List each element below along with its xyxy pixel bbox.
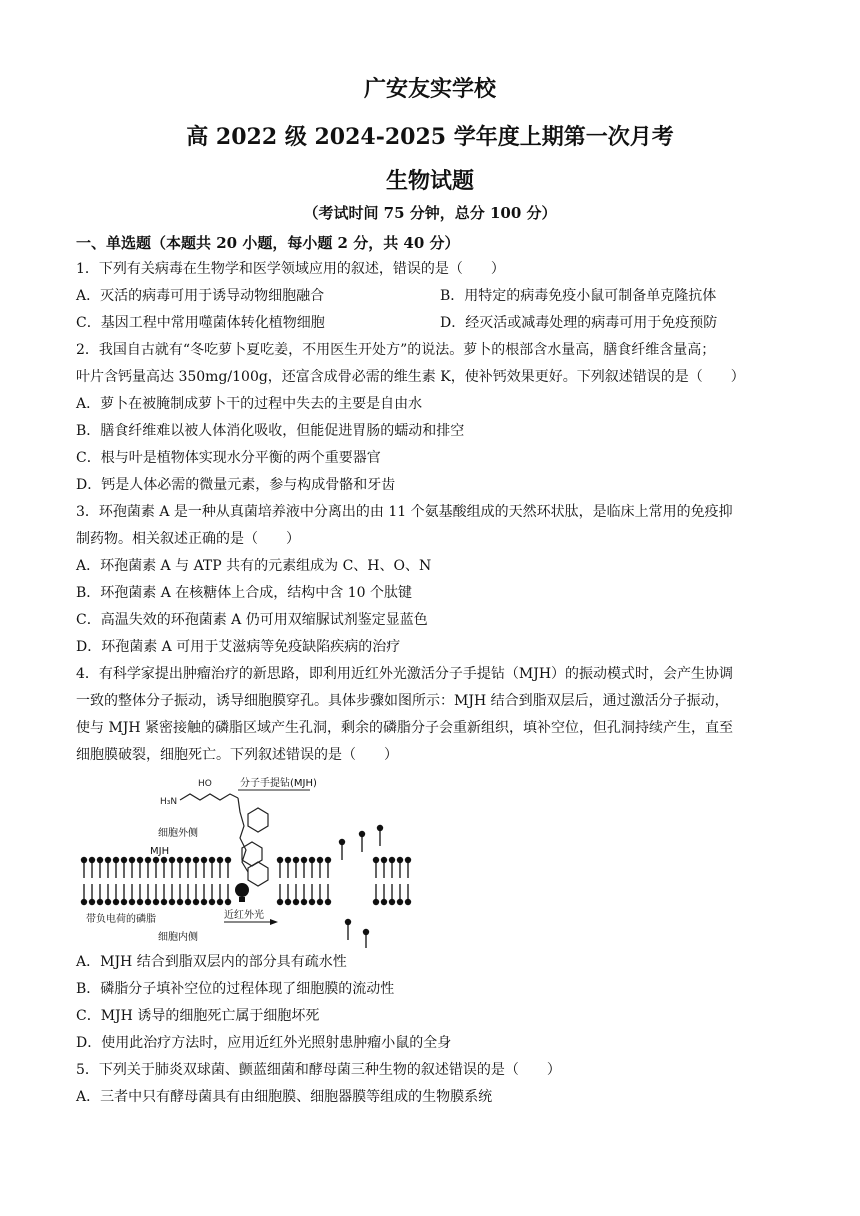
exam-info: （考试时间 75 分钟，总分 100 分） bbox=[303, 204, 557, 222]
q1-option-a: A．灭活的病毒可用于诱导动物细胞融合 bbox=[76, 288, 325, 304]
q5-option-a: A．三者中只有酵母菌具有由细胞膜、细胞器膜等组成的生物膜系统 bbox=[76, 1089, 493, 1105]
school-name: 广安友实学校 bbox=[363, 76, 496, 102]
q5-stem: 5．下列关于肺炎双球菌、颤蓝细菌和酵母菌三种生物的叙述错误的是（ ） bbox=[76, 1062, 561, 1078]
q4-stem-line2: 一致的整体分子振动，诱导细胞膜穿孔。具体步骤如图所示：MJH 结合到脂双层后，通过激活分子振动， bbox=[76, 693, 729, 709]
h3n-label: H₃N bbox=[160, 797, 178, 807]
q2-option-c: C．根与叶是植物体实现水分平衡的两个重要器官 bbox=[76, 450, 381, 466]
q1-option-d: D．经灭活或减毒处理的病毒可用于免疫预防 bbox=[440, 315, 718, 331]
nir-light-label: 近红外光 bbox=[224, 910, 264, 921]
membrane-figure bbox=[80, 772, 420, 948]
q3-stem-line1: 3．环孢菌素 A 是一种从真菌培养液中分离出的由 11 个氨基酸组成的天然环状肽，是临床上常用的免疫抑 bbox=[76, 504, 733, 520]
q1-stem: 1．下列有关病毒在生物学和医学领域应用的叙述，错误的是（ ） bbox=[76, 261, 505, 277]
outside-label: 细胞外侧 bbox=[158, 828, 198, 839]
q4-option-a: A．MJH 结合到脂双层内的部分具有疏水性 bbox=[76, 954, 347, 970]
q2-option-d: D．钙是人体必需的微量元素，参与构成骨骼和牙齿 bbox=[76, 477, 396, 493]
inside-label: 细胞内侧 bbox=[158, 932, 198, 943]
q3-option-b: B．环孢菌素 A 在核糖体上合成，结构中含 10 个肽键 bbox=[76, 585, 413, 601]
q1-option-b: B．用特定的病毒免疫小鼠可制备单克隆抗体 bbox=[440, 288, 717, 304]
mjh-label: MJH bbox=[150, 846, 170, 857]
q2-stem-line2: 叶片含钙量高达 350mg/100g，还富含成骨必需的维生素 K，使补钙效果更好。下列叙述错误的是（ ） bbox=[76, 369, 745, 385]
phospholipid-label: 带负电荷的磷脂 bbox=[86, 914, 156, 925]
q4-option-c: C．MJH 诱导的细胞死亡属于细胞坏死 bbox=[76, 1008, 320, 1024]
mjh-molecule-label: 分子手提钻(MJH) bbox=[240, 778, 317, 789]
q1-option-c: C．基因工程中常用噬菌体转化植物细胞 bbox=[76, 315, 325, 331]
q3-stem-line2: 制药物。相关叙述正确的是（ ） bbox=[76, 531, 300, 547]
q2-stem-line1: 2．我国自古就有“冬吃萝卜夏吃姜，不用医生开处方”的说法。萝卜的根部含水量高，膳食纤维含量高； bbox=[76, 342, 716, 358]
q4-option-d: D．使用此治疗方法时，应用近红外光照射患肿瘤小鼠的全身 bbox=[76, 1035, 452, 1051]
right-lipid-bilayer bbox=[277, 825, 411, 948]
q4-stem-line1: 4．有科学家提出肿瘤治疗的新思路，即利用近红外光激活分子手提钻（MJH）的振动模式时，会产生协调 bbox=[76, 666, 734, 682]
left-lipid-bilayer bbox=[81, 857, 231, 905]
q2-option-b: B．膳食纤维难以被人体消化吸收，但能促进胃肠的蠕动和排空 bbox=[76, 423, 465, 439]
q4-stem-line3: 使与 MJH 紧密接触的磷脂区域产生孔洞，剩余的磷脂分子会重新组织，填补空位，但孔洞持续产生，直至 bbox=[76, 720, 734, 736]
ho-label: HO bbox=[198, 779, 212, 789]
light-bulb-icon bbox=[235, 883, 249, 902]
q4-option-b: B．磷脂分子填补空位的过程体现了细胞膜的流动性 bbox=[76, 981, 395, 997]
subject-title: 生物试题 bbox=[385, 168, 474, 194]
exam-title: 高 2022 级 2024-2025 学年度上期第一次月考 bbox=[186, 124, 674, 150]
q3-option-d: D．环孢菌素 A 可用于艾滋病等免疫缺陷疾病的治疗 bbox=[76, 639, 401, 655]
q4-stem-line4: 细胞膜破裂，细胞死亡。下列叙述错误的是（ ） bbox=[76, 747, 398, 763]
q3-option-a: A．环孢菌素 A 与 ATP 共有的元素组成为 C、H、O、N bbox=[76, 558, 432, 574]
q3-option-c: C．高温失效的环孢菌素 A 仍可用双缩脲试剂鉴定显蓝色 bbox=[76, 612, 428, 628]
section-title: 一、单选题（本题共 20 小题，每小题 2 分，共 40 分） bbox=[76, 234, 460, 252]
membrane-diagram bbox=[80, 772, 420, 948]
q2-option-a: A．萝卜在被腌制成萝卜干的过程中失去的主要是自由水 bbox=[76, 396, 423, 412]
